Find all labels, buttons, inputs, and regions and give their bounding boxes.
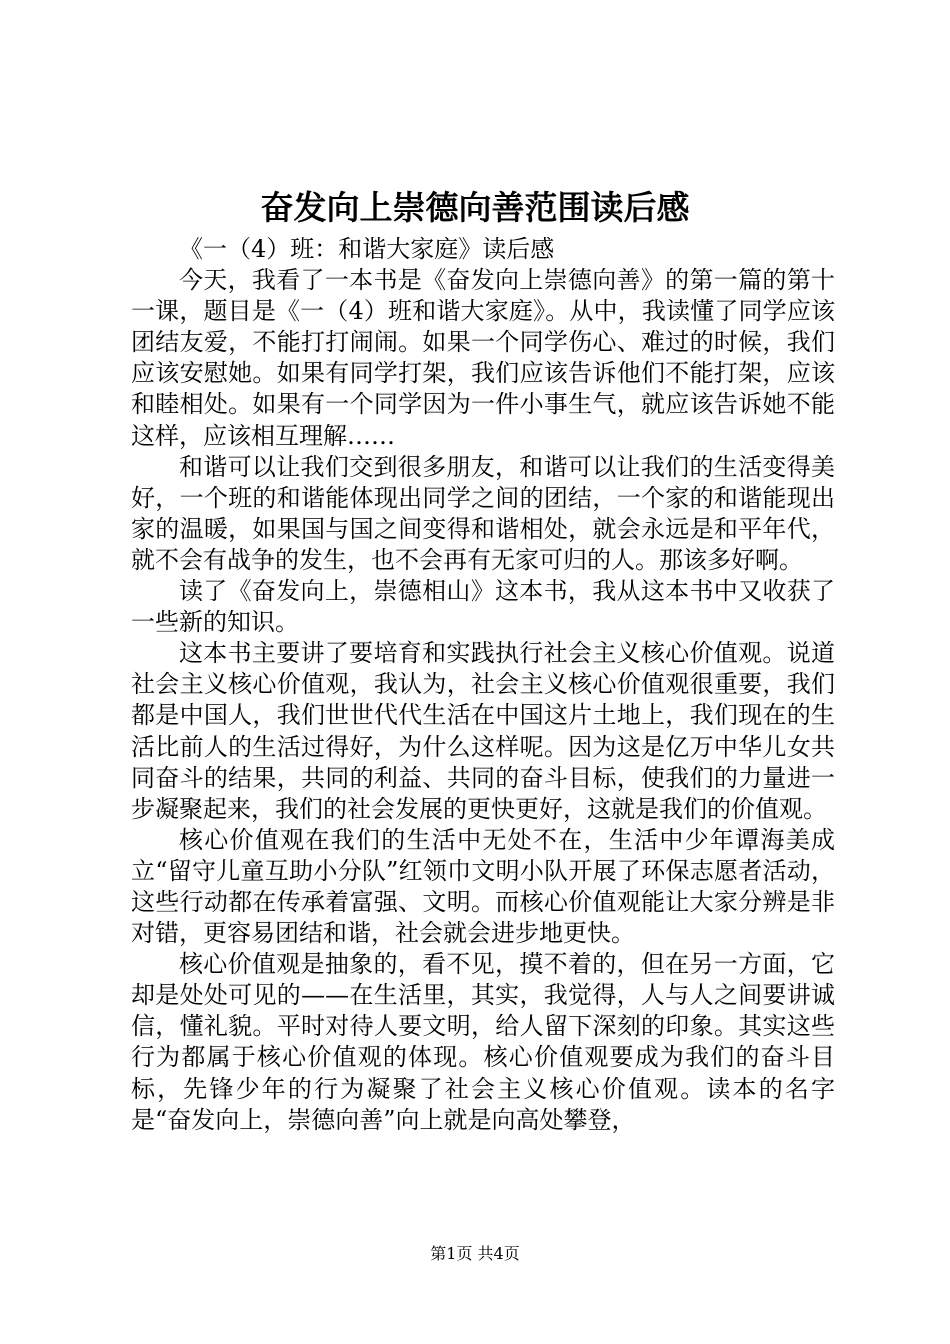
page-number-footer: 第1页 共4页 (430, 1244, 520, 1263)
paragraph-heading: 《一（4）班：和谐大家庭》读后感 (179, 235, 555, 263)
paragraph: 核心价值观是抽象的，看不见，摸不着的，但在另一方面，它却是处处可见的——在生活里，其实，我觉得，人与人之间要讲诚信，懂礼貌。平时对待人要文明，给人留下深刻的印象。其实这些行为都属于核心价值观的体现。核心价值观要成为我们的奋斗目标，先锋少年的行为凝聚了社会主义核心价值观。读本的名字是“奋发向上，崇德向善”向上就是向高处攀登， (131, 950, 835, 1134)
paragraph: 核心价值观在我们的生活中无处不在，生活中少年谭海美成立“留守儿童互助小分队”红领巾文明小队开展了环保志愿者活动，这些行动都在传承着富强、文明。而核心价值观能让大家分辨是非对错，更容易团结和谐，社会就会进步地更快。 (131, 825, 835, 948)
document-title: 奋发向上崇德向善范围读后感 (260, 188, 690, 227)
paragraph: 读了《奋发向上，崇德相山》这本书，我从这本书中又收获了一些新的知识。 (131, 577, 835, 637)
paragraph: 和谐可以让我们交到很多朋友，和谐可以让我们的生活变得美好，一个班的和谐能体现出同学之间的团结，一个家的和谐能现出家的温暖，如果国与国之间变得和谐相处，就会永远是和平年代，就不会有战争的发生，也不会再有无家可归的人。那该多好啊。 (131, 452, 835, 574)
document-body (131, 234, 835, 1136)
paragraph: 今天，我看了一本书是《奋发向上崇德向善》的第一篇的第十一课，题目是《一（4）班和谐大家庭》。从中，我读懂了同学应该团结友爱，不能打打闹闹。如果一个同学伤心、难过的时候，我们应该安慰她。如果有同学打架，我们应该告诉他们不能打架，应该和睦相处。如果有一个同学因为一件小事生气，就应该告诉她不能这样，应该相互理解…… (131, 266, 835, 450)
paragraph: 这本书主要讲了要培育和实践执行社会主义核心价值观。说道社会主义核心价值观，我认为，社会主义核心价值观很重要，我们都是中国人，我们世世代代生活在中国这片土地上，我们现在的生活比前人的生活过得好，为什么这样呢。因为这是亿万中华儿女共同奋斗的结果，共同的利益、共同的奋斗目标，使我们的力量进一步凝聚起来，我们的社会发展的更快更好，这就是我们的价值观。 (131, 639, 835, 823)
